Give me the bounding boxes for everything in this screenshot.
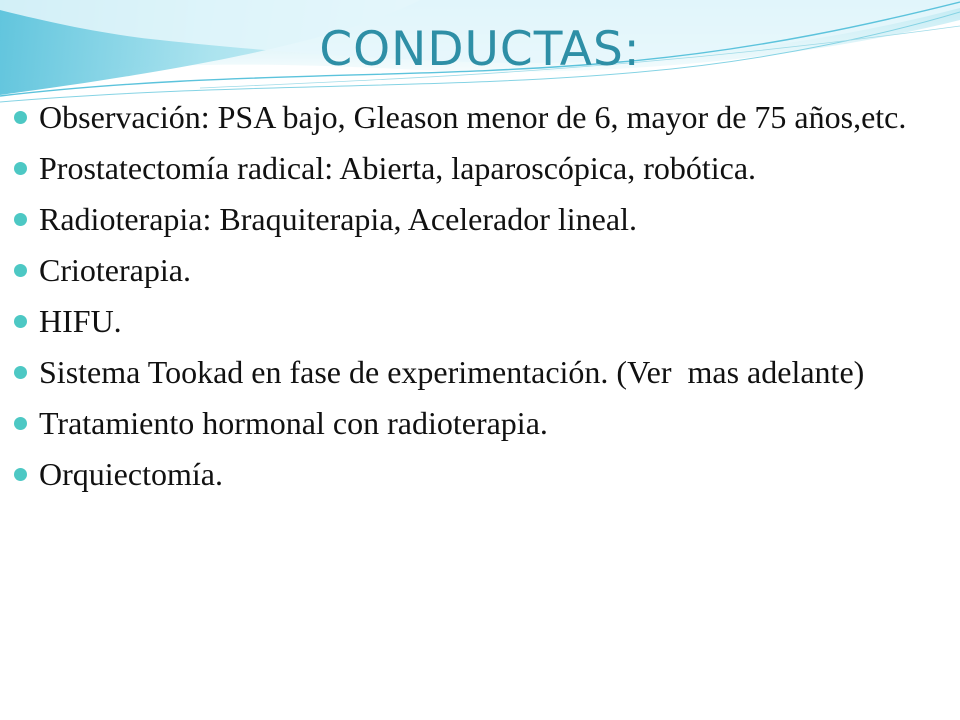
bullet-text: Prostatectomía radical: Abierta, laparoscópica, robótica. [39,150,757,186]
bullet-item [14,98,934,137]
bullet-text: Tratamiento hormonal con radioterapia. [39,405,548,441]
bullet-item [14,149,934,188]
bullet-text: Orquiectomía. [39,456,223,492]
bullet-text: Radioterapia: Braquiterapia, Acelerador lineal. [39,201,637,237]
bullet-item [14,353,934,392]
bullet-item [14,302,934,341]
bullet-text: Observación: PSA bajo, Gleason menor de 6, mayor de 75 años,etc. [39,99,907,135]
bullet-text: Crioterapia. [39,252,191,288]
slide-title: CONDUCTAS: [319,22,641,77]
bullet-item [14,455,934,494]
bullet-text: Sistema Tookad en fase de experimentación. (Ver mas adelante) [39,354,865,390]
bullet-icon [14,417,27,430]
bullet-icon [14,468,27,481]
bullet-item [14,404,934,443]
bullet-icon [14,366,27,379]
bullet-icon [14,213,27,226]
bullet-icon [14,162,27,175]
bullet-icon [14,111,27,124]
bullet-icon [14,315,27,328]
bullet-item [14,200,934,239]
bullet-item [14,251,934,290]
bullet-list [14,98,934,506]
bullet-icon [14,264,27,277]
bullet-text: HIFU. [39,303,122,339]
